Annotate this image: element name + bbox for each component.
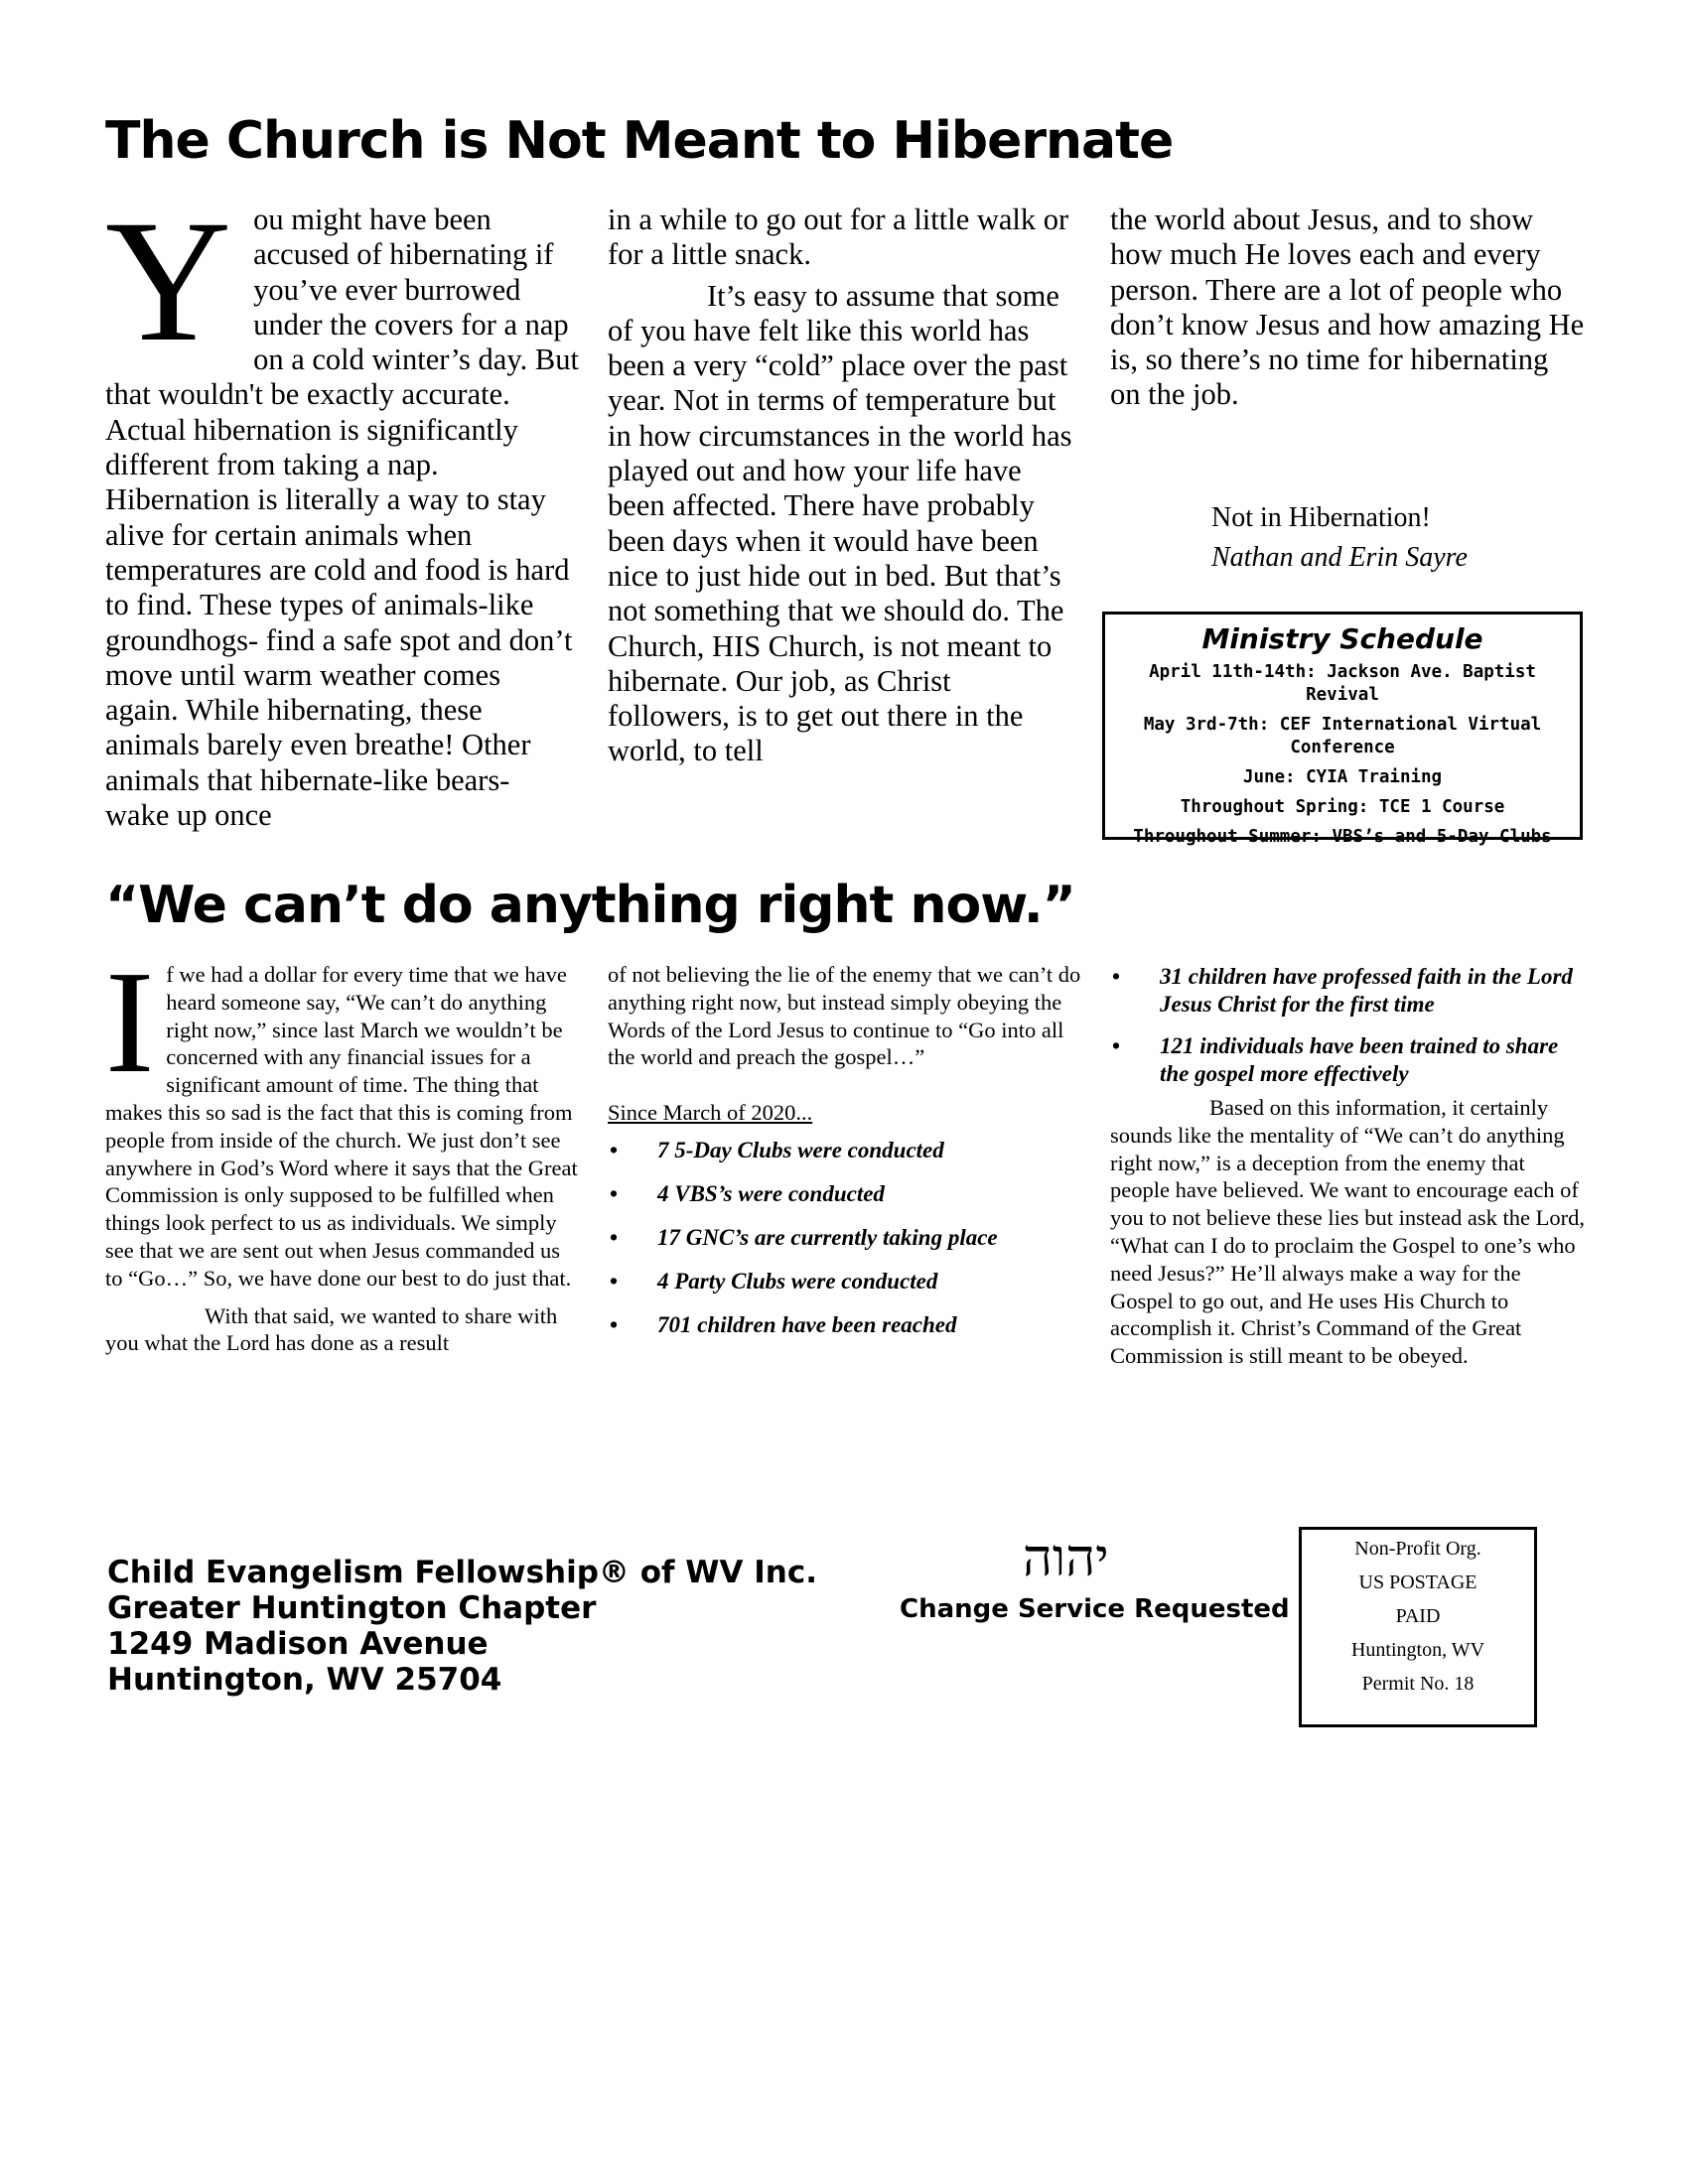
indicia-line: PAID: [1395, 1605, 1441, 1627]
ministry-schedule-box: [1102, 612, 1583, 847]
list-item: • 4 VBS’s were conducted: [610, 1180, 885, 1206]
article-column-1: [105, 941, 580, 1357]
schedule-item: April 11th-14th: Jackson Ave. Baptist Revival: [1149, 662, 1536, 705]
bullet-icon: •: [1112, 1033, 1121, 1058]
article-column-3: [1110, 963, 1587, 1370]
stats-list: [1110, 963, 1587, 1088]
bullet-icon: •: [610, 1224, 619, 1250]
address-line: 1249 Madison Avenue: [107, 1626, 489, 1662]
schedule-item: May 3rd-7th: CEF International Virtual Conference: [1143, 715, 1542, 757]
list-item: • 17 GNC’s are currently taking place: [610, 1224, 998, 1250]
since-heading: Since March of 2020...: [608, 1100, 813, 1126]
article-paragraph: Based on this information, it certainly sounds like the mentality of “We can’t do anything right now,” is a deception from the enemy that people have believed. We want to encourage each of you to not believe these lies but instead ask the Lord, “What can I do to proclaim the Gospel to one’s who need Jesus?” He’ll always make a way for the Gospel to go out, and He uses His Church to accomplish it. Christ’s Command of the Great Commission is still meant to be obeyed.: [1110, 1095, 1586, 1369]
list-item: • 4 Party Clubs were conducted: [610, 1268, 938, 1294]
indicia-line: Non-Profit Org.: [1354, 1538, 1481, 1560]
bullet-icon: •: [610, 1268, 619, 1294]
article-column-3: [1110, 203, 1585, 413]
list-item: • 7 5-Day Clubs were conducted: [610, 1137, 944, 1162]
list-item: • 31 children have professed faith in the Lord Jesus Christ for the first time: [1112, 964, 1573, 1017]
article-text: ou might have been accused of hibernating if you’ve ever burrowed under the covers for a nap on a cold winter’s day. But that wouldn't be exactly accurate. Actual hibernation is significantly different from taking a nap. Hibernation is literally a way to stay alive for certain animals when temperatures are cold and food is hard to find. These types of animals-like groundhogs- find a safe spot and don’t move until warm weather comes again. While hibernating, these animals barely even breathe! Other animals that hibernate-like bears- wake up once: [105, 203, 579, 833]
bullet-icon: •: [1112, 964, 1121, 989]
schedule-title: Ministry Schedule: [1201, 622, 1483, 655]
list-item: • 701 children have been reached: [610, 1311, 957, 1337]
article-column-2: [608, 203, 1076, 769]
change-service-requested: Change Service Requested: [900, 1594, 1290, 1624]
schedule-item: June: CYIA Training: [1242, 767, 1443, 787]
address-line: Huntington, WV 25704: [107, 1662, 502, 1698]
article-paragraph: With that said, we wanted to share with you what the Lord has done as a result: [105, 1302, 558, 1356]
hebrew-name-text: יהוה: [1023, 1529, 1109, 1588]
indicia-line: US POSTAGE: [1358, 1571, 1477, 1593]
article-column-1: [105, 185, 580, 833]
drop-cap: Y: [105, 185, 232, 378]
article-paragraph: It’s easy to assume that some of you have felt like this world has been a very “cold” place over the past year. Not in terms of temperature but in how circumstances in the world has played out and how your life have been affected. There have probably been days when it would have been nice to just hide out in bed. But that’s not something that we should do. The Church, HIS Church, is not meant to hibernate. Our job, as Christ followers, is to get out there in the world, to tell: [608, 278, 1072, 768]
bullet-icon: •: [610, 1180, 619, 1206]
article-text: f we had a dollar for every time that we have heard someone say, “We can’t do anything right now,” since last March we wouldn’t be concerned with any financial issues for a significant amount of time. The thing that makes this so sad is the fact that this is coming from people from inside of the church. We just don’t see anywhere in God’s Word where it says that the Great Commission is only supposed to be fulfilled when things look perfect to us as individuals. We simply see that we are sent out when Jesus commanded us to “Go…” So, we have done our best to do just that.: [105, 962, 578, 1291]
signature-names: Nathan and Erin Sayre: [1211, 542, 1468, 573]
article-title: “We can’t do anything right now.”: [105, 876, 1075, 935]
article-paragraph: the world about Jesus, and to show how much He loves each and every person. There are a lot of people who don’t know Jesus and how amazing He is, so there’s no time for hibernating on the job.: [1110, 203, 1585, 412]
signature-line: Not in Hibernation!: [1211, 502, 1431, 533]
schedule-item: Throughout Summer: VBS’s and 5-Day Clubs: [1133, 827, 1552, 847]
postage-indicia: [1299, 1527, 1537, 1727]
stats-list: [608, 1137, 1082, 1339]
article-column-2: [608, 961, 1082, 1339]
indicia-line: Huntington, WV: [1350, 1639, 1485, 1661]
address-line: Greater Huntington Chapter: [107, 1590, 597, 1626]
list-item: • 121 individuals have been trained to share the gospel more effectively: [1112, 1033, 1559, 1086]
article-title: The Church is Not Meant to Hibernate: [105, 111, 1174, 171]
bullet-icon: •: [610, 1311, 619, 1337]
schedule-item: Throughout Spring: TCE 1 Course: [1180, 797, 1505, 817]
drop-cap: I: [105, 941, 155, 1104]
return-address: [107, 1555, 817, 1698]
address-line: Child Evangelism Fellowship® of WV Inc.: [107, 1555, 818, 1590]
article-paragraph: of not believing the lie of the enemy that we can’t do anything right now, but instead simply obeying the Words of the Lord Jesus to continue to “Go into all the world and preach the gospel…”: [608, 962, 1081, 1070]
article-paragraph: in a while to go out for a little walk or for a little snack.: [608, 203, 1069, 272]
indicia-line: Permit No. 18: [1361, 1673, 1475, 1695]
bullet-icon: •: [610, 1137, 619, 1162]
